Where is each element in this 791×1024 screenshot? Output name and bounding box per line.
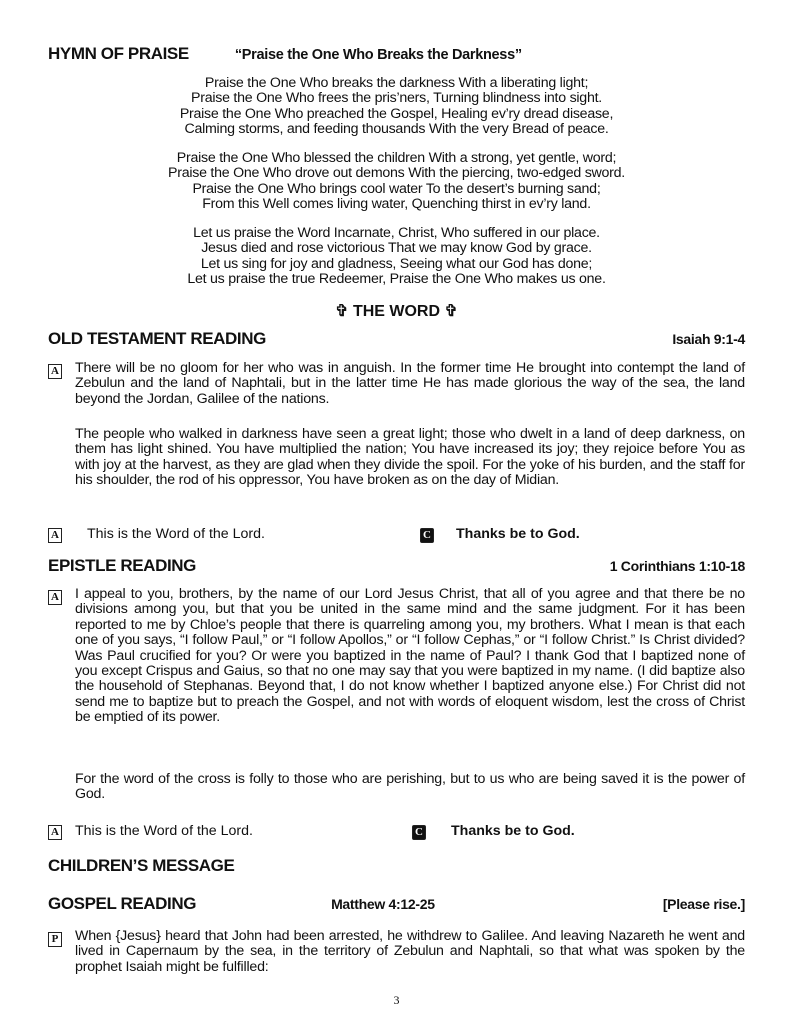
epistle-reference: 1 Corinthians 1:10-18 — [609, 558, 745, 574]
hymn-line: Let us sing for joy and gladness, Seeing what our God has done; — [200, 255, 593, 272]
reading-paragraph: When {Jesus} heard that John had been arrested, he withdrew to Galilee. And leaving Nazareth he went and lived in Capernaum by the sea, in the territory of Zebulun and Naphtali, so that what was spoken by the prophet Isaiah might be fulfilled: — [75, 928, 745, 975]
hymn-line: Let us praise the Word Incarnate, Christ, Who suffered in our place. — [193, 225, 600, 241]
gospel-instruction: [Please rise.] — [662, 896, 745, 912]
hymn-stanza-3 — [48, 226, 745, 287]
hymn-stanza-1 — [48, 76, 745, 137]
pastor-marker: P — [48, 932, 62, 947]
childrens-message-heading: CHILDREN’S MESSAGE — [48, 856, 235, 875]
hymn-stanza-2 — [48, 151, 745, 212]
cross-icon: ✞ — [444, 303, 458, 320]
hymn-line: Praise the One Who breaks the darkness With a liberating light; — [204, 75, 589, 91]
hymn-line: Praise the One Who preached the Gospel, Healing ev’ry dread disease, — [179, 105, 614, 122]
congregation-response: Thanks be to God. — [451, 823, 575, 839]
hymn-title: “Praise the One Who Breaks the Darkness” — [234, 47, 522, 63]
congregation-marker: C — [412, 825, 426, 840]
reading-paragraph: The people who walked in darkness have seen a great light; those who dwelt in a land of deep darkness, on them has light shined. You have multiplied the nation; You have increased its joy; they rejoice before You as with joy at the harvest, as they are glad when they divide the spoil. For the yoke of his burden, and the staff for his shoulder, the rod of his oppressor, You have broken as on the day of Midian. — [75, 426, 745, 489]
leader-response: This is the Word of the Lord. — [87, 526, 265, 542]
childrens-message-header — [48, 856, 745, 876]
page-number: 3 — [393, 993, 400, 1007]
hymn-line: Praise the One Who drove out demons With the piercing, two-edged sword. — [168, 165, 625, 182]
hymn-line: From this Well comes living water, Quenching thirst in ev’ry land. — [202, 195, 591, 212]
hymn-line: Let us praise the true Redeemer, Praise the One Who makes us one. — [187, 270, 606, 287]
epistle-header — [48, 556, 745, 576]
reading-paragraph: I appeal to you, brothers, by the name of our Lord Jesus Christ, that all of you agree and that there be no divisions among you, but that you be united in the same mind and the same judgment. For it has been reported to me by Chloe’s people that there is quarreling among you, my brothers. What I mean is that each one of you says, “I follow Paul,” or “I follow Apollos,” or “I follow Cephas,” or “I follow Christ.” Is Christ divided? Was Paul crucified for you? Or were you baptized in the name of Paul? I thank God that I baptized none of you except Crispus and Gaius, so that no one may say that you were baptized in my name. (I did baptize also the household of Stephanas. Beyond that, I do not know whether I baptized anyone else.) For Christ did not send me to baptize but to preach the Gospel, and not with words of eloquent wisdom, lest the cross of Christ be emptied of its power. — [75, 586, 745, 726]
gospel-heading: GOSPEL READING — [48, 894, 197, 913]
hymn-line: Praise the One Who brings cool water To the desert’s burning sand; — [192, 180, 601, 197]
hymn-line: Jesus died and rose victorious That we may know God by grace. — [201, 240, 592, 257]
assisting-minister-marker: A — [48, 590, 62, 605]
old-testament-reference: Isaiah 9:1-4 — [672, 331, 745, 347]
the-word-heading — [48, 301, 745, 321]
hymn-header — [48, 44, 745, 64]
hymn-heading: HYMN OF PRAISE — [48, 44, 189, 63]
assisting-minister-marker: A — [48, 825, 62, 840]
hymn-line: Calming storms, and feeding thousands With the very Bread of peace. — [184, 120, 609, 137]
reading-paragraph: For the word of the cross is folly to those who are perishing, but to us who are being saved it is the power of God. — [75, 771, 745, 803]
hymn-line: Praise the One Who frees the pris’ners, Turning blindness into sight. — [191, 90, 602, 107]
reading-paragraph: There will be no gloom for her who was in anguish. In the former time He brought into contempt the land of Zebulun and the land of Naphtali, but in the latter time He has made glorious the way of the sea, the land beyond the Jordan, Galilee of the nations. — [75, 360, 745, 407]
old-testament-header — [48, 329, 745, 349]
congregation-marker: C — [420, 528, 434, 543]
gospel-header — [48, 894, 745, 914]
cross-icon: ✞ — [335, 303, 349, 320]
assisting-minister-marker: A — [48, 528, 62, 543]
leader-response: This is the Word of the Lord. — [75, 823, 253, 839]
hymn-line: Praise the One Who blessed the children With a strong, yet gentle, word; — [176, 150, 617, 166]
assisting-minister-marker: A — [48, 364, 62, 379]
congregation-response: Thanks be to God. — [456, 526, 580, 542]
old-testament-heading: OLD TESTAMENT READING — [48, 329, 266, 348]
the-word-label: THE WORD — [352, 303, 441, 320]
epistle-heading: EPISTLE READING — [48, 556, 196, 575]
gospel-reference: Matthew 4:12-25 — [331, 896, 435, 912]
